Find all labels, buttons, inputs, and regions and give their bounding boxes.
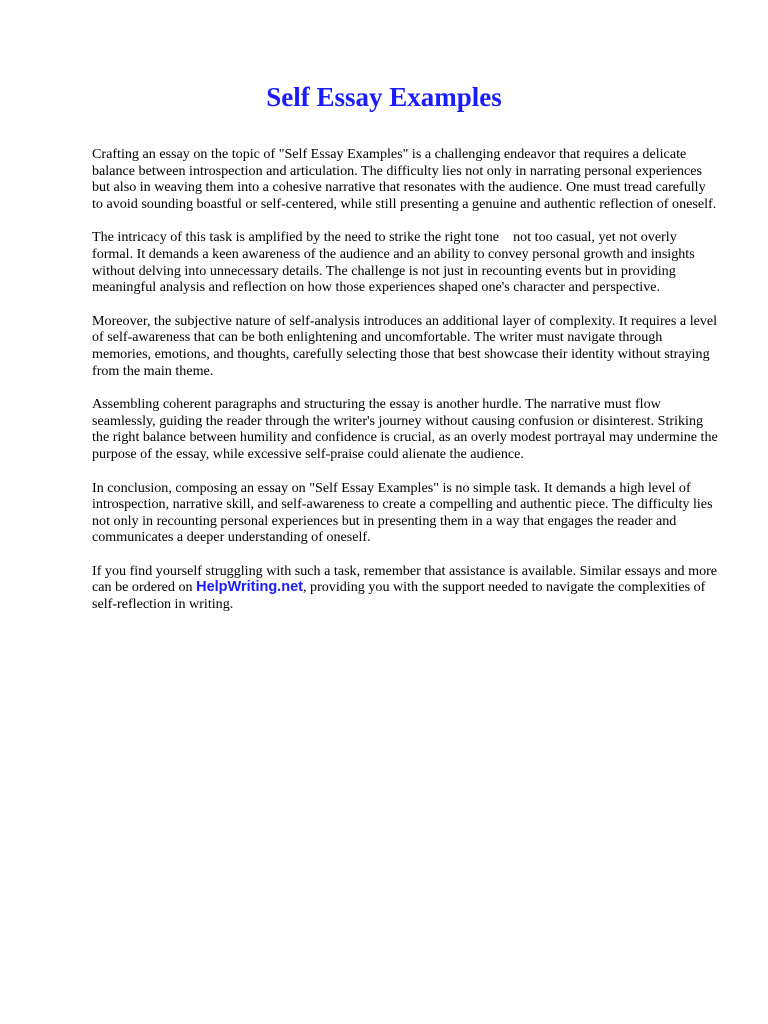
paragraph-2: The intricacy of this task is amplified by the need to strike the right tone not too casual, yet not overly formal. It demands a keen awareness of the audience and an ability to convey personal growth and insights without delving into unnecessary details. The challenge is not just in recounting events but in providing meaningful analysis and reflection on how those experiences shaped one's character and perspective. [92,229,695,296]
paragraph-6-before-link: If you find yourself struggling with such a task, remember that assistance is available. Similar essays and more can be ordered on [92,562,718,596]
paragraph-3: Moreover, the subjective nature of self-analysis introduces an additional layer of complexity. It requires a level of self-awareness that can be both enlightening and uncomfortable. The writer must navigate through memories, emotions, and thoughts, carefully selecting those that best showcase their identity without straying from the main theme. [92,312,718,379]
paragraph-4: Assembling coherent paragraphs and structuring the essay is another hurdle. The narrative must flow seamlessly, guiding the reader through the writer's journey without causing confusion or disinterest. Striking the right balance between humility and confidence is crucial, as an overly modest portrayal may undermine the purpose of the essay, while excessive self-praise could alienate the audience. [92,396,718,462]
paragraph-6-after-link: , providing you with the support needed to navigate the complexities of self-reflection in writing. [92,579,706,613]
paragraph-1: Crafting an essay on the topic of "Self Essay Examples" is a challenging endeavor that requires a delicate balance between introspection and articulation. The difficulty lies not only in narrating personal experiences but also in weaving them into a cohesive narrative that resonates with the audience. One must tread carefully to avoid sounding boastful or self-centered, while still presenting a genuine and authentic reflection of oneself. [92,146,717,212]
paragraph-5: In conclusion, composing an essay on "Self Essay Examples" is no simple task. It demands a high level of introspection, narrative skill, and self-awareness to create a compelling and authentic piece. The difficulty lies not only in recounting personal experiences but in presenting them in a way that engages the reader and communicates a deeper understanding of oneself. [92,479,713,546]
helpwriting-link[interactable]: HelpWriting.net [196,579,303,596]
page-title: Self Essay Examples [266,82,502,112]
essay-body [92,146,720,630]
paragraph-6 [92,563,720,613]
